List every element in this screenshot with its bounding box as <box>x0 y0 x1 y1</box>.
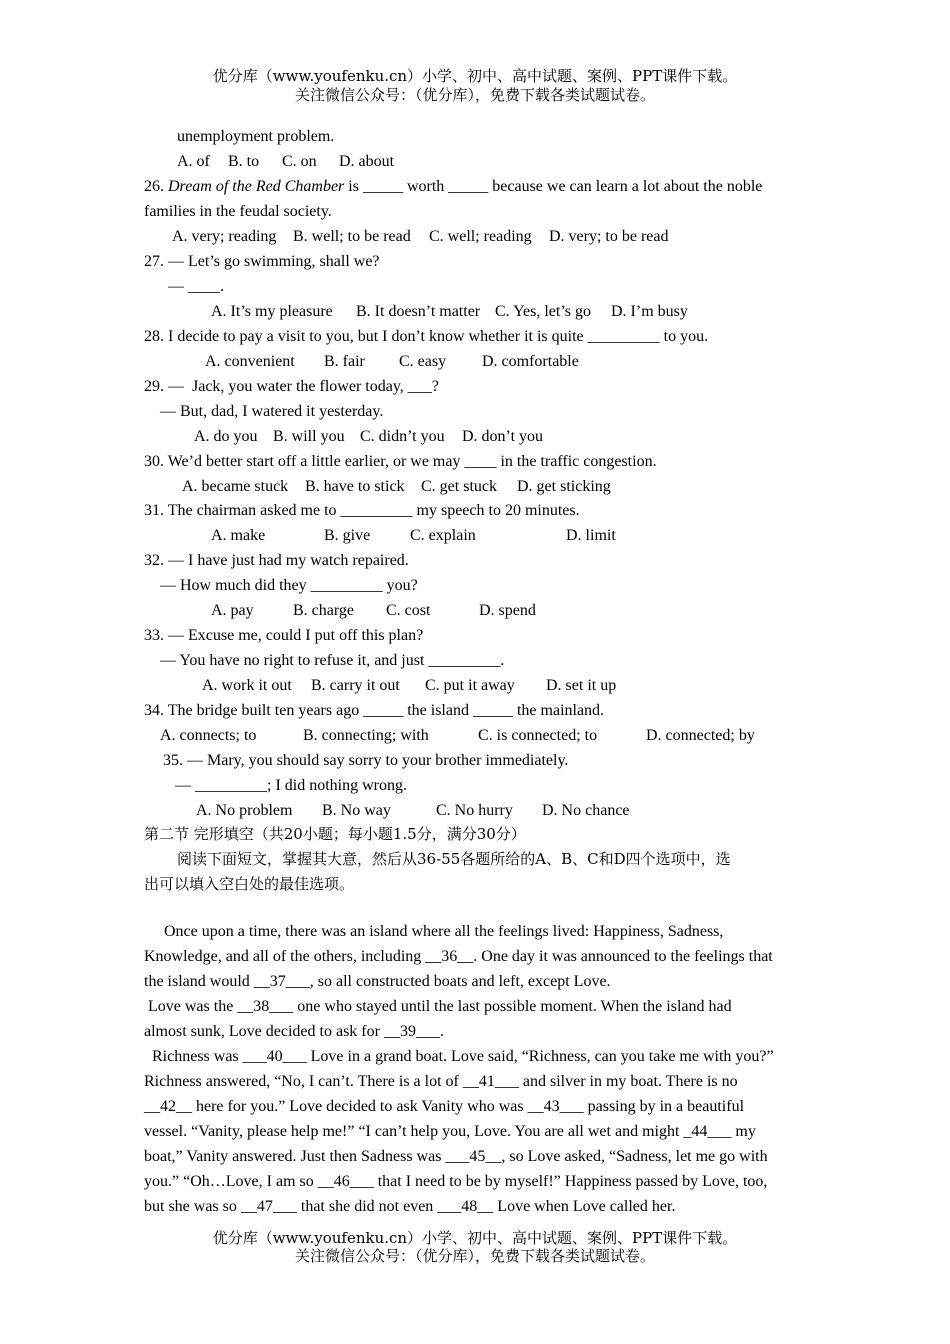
passage-line: boat,” Vanity answered. Just then Sadness was ___45__, so Love asked, “Sadness, let me go with <box>144 1148 768 1165</box>
passage-line: Richness answered, “No, I can’t. There is a lot of __41___ and silver in my boat. There is no <box>144 1073 738 1090</box>
passage-line: vessel. “Vanity, please help me!” “I can’t help you, Love. You are all wet and might _44___ my <box>144 1123 756 1140</box>
section-2-instruction-1: 阅读下面短文，掌握其大意，然后从36-55各题所给的A、B、C和D四个选项中，选 <box>177 850 731 868</box>
q35-option-d: D. No chance <box>542 802 630 819</box>
q26-number: 26. <box>144 178 164 195</box>
q33-stem: 33. — Excuse me, could I put off this plan? <box>144 627 424 644</box>
q35-reply: — _________; I did nothing wrong. <box>175 777 407 794</box>
q26-option-d: D. very; to be read <box>549 228 669 245</box>
header-line-1: 优分库（www.youfenku.cn）小学、初中、高中试题、案例、PPT课件下载。 <box>212 67 738 85</box>
q28-option-d: D. comfortable <box>482 353 579 370</box>
passage-line: the island would __37___, so all constructed boats and left, except Love. <box>144 973 611 990</box>
q30-option-c: C. get stuck <box>421 478 497 495</box>
q29-option-c: C. didn’t you <box>360 428 445 445</box>
footer-line-2: 关注微信公众号：（优分库），免费下载各类试题试卷。 <box>294 1247 655 1265</box>
q27-option-d: D. I’m busy <box>611 303 688 320</box>
q31-stem: 31. The chairman asked me to _________ my speech to 20 minutes. <box>144 502 580 519</box>
passage-line: Love was the __38___ one who stayed until the last possible moment. When the island had <box>148 998 732 1015</box>
passage-line: Once upon a time, there was an island where all the feelings lived: Happiness, Sadness, <box>164 923 724 940</box>
q25-option-a: A. of <box>177 153 210 170</box>
q31-option-c: C. explain <box>410 527 476 544</box>
q28-option-a: A. convenient <box>205 353 295 370</box>
q29-option-a: A. do you <box>194 428 258 445</box>
q33-option-c: C. put it away <box>425 677 515 694</box>
q29-stem: 29. — Jack, you water the flower today, ___? <box>144 378 439 395</box>
q28-option-b: B. fair <box>324 353 365 370</box>
q29-option-b: B. will you <box>273 428 345 445</box>
q26-option-b: B. well; to be read <box>293 228 411 245</box>
q25-continuation: unemployment problem. <box>177 128 335 145</box>
q27-option-c: C. Yes, let’s go <box>495 303 592 320</box>
q34-option-b: B. connecting; with <box>303 727 429 744</box>
section-2-instruction-2: 出可以填入空白处的最佳选项。 <box>144 875 355 893</box>
q32-option-b: B. charge <box>293 602 355 619</box>
q32-option-a: A. pay <box>211 602 254 619</box>
q31-option-b: B. give <box>324 527 371 544</box>
q34-stem: 34. The bridge built ten years ago _____ the island _____ the mainland. <box>144 702 605 719</box>
q34-option-d: D. connected; by <box>646 727 755 744</box>
q26-continuation: families in the feudal society. <box>144 203 332 220</box>
q30-option-d: D. get sticking <box>517 478 611 495</box>
q25-option-b: B. to <box>228 153 260 170</box>
q33-reply: — You have no right to refuse it, and just _________. <box>160 652 505 669</box>
q33-option-b: B. carry it out <box>311 677 400 694</box>
q34-option-a: A. connects; to <box>160 727 257 744</box>
q35-option-b: B. No way <box>322 802 391 819</box>
q34-option-c: C. is connected; to <box>478 727 598 744</box>
q33-option-a: A. work it out <box>202 677 292 694</box>
passage-line: but she was so __47___ that she did not even ___48__ Love when Love called her. <box>144 1198 676 1215</box>
q27-option-a: A. It’s my pleasure <box>211 303 333 320</box>
q27-stem: 27. — Let’s go swimming, shall we? <box>144 253 380 270</box>
q31-option-a: A. make <box>211 527 266 544</box>
q26-book-title: Dream of the Red Chamber <box>168 178 345 195</box>
q28-stem: 28. I decide to pay a visit to you, but I don’t know whether it is quite _________ to you. <box>144 328 709 345</box>
q30-stem: 30. We’d better start off a little earlier, or we may ____ in the traffic congestion. <box>144 453 657 470</box>
q26-option-a: A. very; reading <box>172 228 277 245</box>
q32-option-d: D. spend <box>479 602 536 619</box>
q33-option-d: D. set it up <box>546 677 617 694</box>
q32-option-c: C. cost <box>386 602 431 619</box>
passage-line: almost sunk, Love decided to ask for __39___. <box>144 1023 444 1040</box>
q31-option-d: D. limit <box>566 527 616 544</box>
passage-line: you.” “Oh…Love, I am so __46___ that I need to be by myself!” Happiness passed by Love, too, <box>144 1173 768 1190</box>
q35-stem: 35. — Mary, you should say sorry to your brother immediately. <box>163 752 569 769</box>
passage-line: __42__ here for you.” Love decided to ask Vanity who was __43___ passing by in a beautiful <box>144 1098 745 1115</box>
q35-option-c: C. No hurry <box>436 802 513 819</box>
q29-option-d: D. don’t you <box>462 428 544 445</box>
q35-option-a: A. No problem <box>196 802 293 819</box>
q27-reply: — ____. <box>168 278 224 295</box>
section-2-title: 第二节 完形填空（共20小题；每小题1.5分，满分30分） <box>144 825 526 843</box>
passage-line: Knowledge, and all of the others, including __36__. One day it was announced to the feelings that <box>144 948 773 965</box>
header-line-2: 关注微信公众号：（优分库），免费下载各类试题试卷。 <box>294 86 655 104</box>
q25-option-c: C. on <box>282 153 317 170</box>
q28-option-c: C. easy <box>399 353 447 370</box>
q30-option-b: B. have to stick <box>305 478 405 495</box>
passage-line: Richness was ___40___ Love in a grand boat. Love said, “Richness, can you take me with you?” <box>152 1048 774 1065</box>
q32-reply: — How much did they _________ you? <box>160 577 418 594</box>
q30-option-a: A. became stuck <box>182 478 289 495</box>
q25-option-d: D. about <box>339 153 395 170</box>
q26-stem <box>144 177 762 197</box>
q29-reply: — But, dad, I watered it yesterday. <box>160 403 384 420</box>
footer-line-1: 优分库（www.youfenku.cn）小学、初中、高中试题、案例、PPT课件下载。 <box>212 1229 738 1247</box>
q26-option-c: C. well; reading <box>429 228 532 245</box>
q27-option-b: B. It doesn’t matter <box>356 303 481 320</box>
q26-stem-rest: is _____ worth _____ because we can learn a lot about the noble <box>348 178 763 195</box>
q32-stem: 32. — I have just had my watch repaired. <box>144 552 409 569</box>
